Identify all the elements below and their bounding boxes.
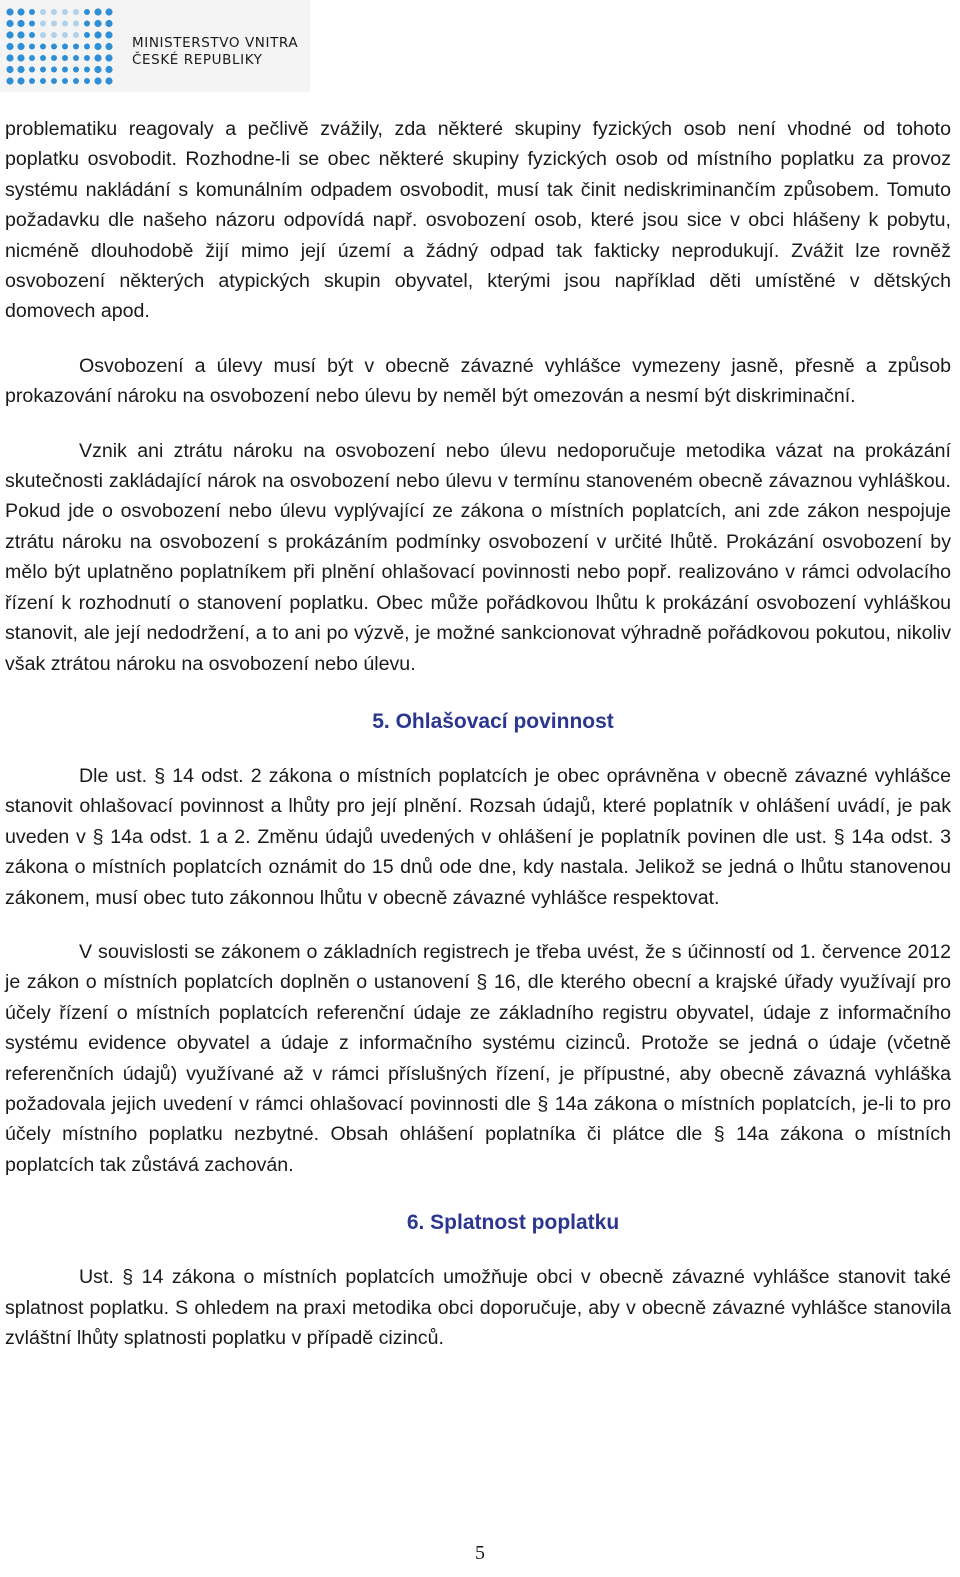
logo-dot	[94, 31, 101, 38]
logo-dot	[105, 77, 112, 84]
logo-dot	[29, 21, 35, 27]
page-header	[0, 0, 310, 92]
logo-dot	[51, 32, 57, 38]
logo-dot	[94, 20, 101, 27]
logo-dot	[29, 9, 35, 15]
logo-dot	[105, 20, 112, 27]
logo-dot	[51, 67, 57, 73]
logo-dot	[6, 31, 13, 38]
logo-dot	[73, 67, 79, 73]
logo-dot	[17, 54, 24, 61]
logo-dot	[40, 21, 46, 27]
dot-grid-logo-icon	[4, 6, 116, 90]
logo-dot	[84, 9, 90, 15]
document-body	[5, 114, 951, 1353]
logo-dot	[94, 54, 101, 61]
logo-dot	[40, 44, 46, 50]
logo-dot	[94, 77, 101, 84]
logo-dot	[84, 78, 90, 84]
logo-dot	[40, 78, 46, 84]
logo-line-1: MINISTERSTVO VNITRA	[132, 35, 299, 51]
paragraph-exemptions-continuation: problematiku reagovaly a pečlivě zvážily, zda některé skupiny fyzických osob není vhodné od tohoto poplatku osvobodit. Rozhodne-li se obec některé skupiny fyzických osob od místního poplatku za provoz systému nakládání s komunálním odpadem osvobodit, musí tak činit nediskriminančím způsobem. Tomuto požadavku dle našeho názoru odpovídá např. osvobození osob, které jsou sice v obci hlášeny k pobytu, nicméně dlouhodobě žijí mimo její území a žádný odpad tak fakticky neprodukují. Zvážit lze rovněž osvobození některých atypických skupin obyvatel, kterými jsou například děti umístěné v dětských domovech apod.	[5, 118, 951, 323]
logo-dot	[51, 9, 57, 15]
logo-dot	[73, 32, 79, 38]
logo-dot	[62, 9, 68, 15]
section-heading-fee-due-date: 6. Splatnost poplatku	[406, 1211, 620, 1235]
logo-dot	[51, 21, 57, 27]
logo-dot	[17, 8, 24, 15]
logo-dot	[73, 21, 79, 27]
logo-line-2: ČESKÉ REPUBLIKY	[132, 52, 263, 68]
logo-dot	[73, 44, 79, 50]
logo-dot	[94, 43, 101, 50]
logo-dot	[62, 55, 68, 61]
logo-dot	[29, 44, 35, 50]
logo-dot	[6, 77, 13, 84]
logo-dot	[84, 32, 90, 38]
logo-dot	[29, 55, 35, 61]
paragraph-exemption-proof: Vznik ani ztrátu nároku na osvobození nebo úlevu nedoporučuje metodika vázat na prokázání skutečnosti zakládající nárok na osvobození nebo úlevu v termínu stanoveném obecně závaznou vyhláškou. Pokud jde o osvobození nebo úlevu vyplývající ze zákona o místních poplatcích, ani zde zákon nespojuje ztrátu nároku na osvobození s prokázáním podmínky osvobození v určité lhůtě. Prokázání osvobození by mělo být uplatněno poplatníkem při plnění ohlašovací povinnosti nebo popř. realizováno v rámci odvolacího řízení k rozhodnutí o stanovení poplatku. Obec může pořádkovou lhůtu k prokázání osvobození vyhláškou stanovit, ale její nedodržení, a to ani po výzvě, je možné sankcionovat výhradně pořádkovou pokutou, nikoliv však ztrátou nároku na osvobození nebo úlevu.	[5, 439, 951, 675]
logo-dot	[29, 78, 35, 84]
logo-dot	[62, 32, 68, 38]
logo-dot	[94, 66, 101, 73]
logo-dot	[29, 67, 35, 73]
paragraph-fee-due-date: Ust. § 14 zákona o místních poplatcích umožňuje obci v obecně závazné vyhlášce stanovit také splatnost poplatku. S ohledem na praxi metodika obci doporučuje, aby v obecně závazné vyhlášce stanovila zvláštní lhůty splatnosti poplatku v případě cizinců.	[5, 1266, 951, 1349]
ministry-logo-text	[132, 35, 298, 69]
paragraph-base-registers: V souvislosti se zákonem o základních registrech je třeba uvést, že s účinností od 1. července 2012 je zákon o místních poplatcích doplněn o ustanovení § 16, dle kterého obecní a krajské úřady využívají pro účely řízení o místních poplatcích referenční údaje ze základního registru obyvatel, údaje z informačního systému evidence obyvatel a údaje z informačního systému cizinců. Protože se jedná o údaje (včetně referenčních údajů) využívané až v rámci příslušných řízení, je přípustné, aby obecně závazná vyhláška požadovala jejich uvedení v rámci ohlašovací povinnosti dle § 14a zákona o místních poplatcích, je-li to pro účely místního poplatku nezbytné. Obsah ohlášení poplatníka či plátce dle § 14a zákona o místních poplatcích tak zůstává zachován.	[5, 940, 951, 1176]
logo-dot	[51, 78, 57, 84]
logo-dot	[17, 20, 24, 27]
logo-dot	[6, 20, 13, 27]
logo-dot	[6, 8, 13, 15]
logo-dot	[84, 21, 90, 27]
logo-dot	[6, 66, 13, 73]
paragraph-exemptions-definition: Osvobození a úlevy musí být v obecně závazné vyhlášce vymezeny jasně, přesně a způsob prokazování nároku na osvobození nebo úlevu by neměl být omezován a nesmí být diskriminační.	[5, 354, 951, 408]
page-number: 5	[475, 1542, 485, 1564]
logo-dot	[29, 32, 35, 38]
logo-dot	[6, 54, 13, 61]
logo-dot	[51, 44, 57, 50]
logo-dot	[105, 54, 112, 61]
logo-dot	[6, 43, 13, 50]
logo-dot	[105, 8, 112, 15]
logo-dot	[105, 31, 112, 38]
section-heading-reporting-duty: 5. Ohlašovací povinnost	[372, 709, 614, 733]
logo-dot	[40, 32, 46, 38]
logo-dot	[17, 31, 24, 38]
logo-dot	[62, 44, 68, 50]
logo-dot	[17, 77, 24, 84]
logo-dot	[40, 67, 46, 73]
logo-dot	[105, 43, 112, 50]
logo-dot	[17, 66, 24, 73]
logo-dot	[40, 55, 46, 61]
logo-dot	[73, 9, 79, 15]
logo-dot	[73, 55, 79, 61]
logo-dot	[17, 43, 24, 50]
logo-dot	[84, 55, 90, 61]
logo-dot	[94, 8, 101, 15]
logo-dot	[84, 67, 90, 73]
logo-dot	[51, 55, 57, 61]
logo-dot	[105, 66, 112, 73]
logo-dot	[84, 44, 90, 50]
paragraph-reporting-duty: Dle ust. § 14 odst. 2 zákona o místních poplatcích je obec oprávněna v obecně závazné vyhlášce stanovit ohlašovací povinnost a lhůty pro její plnění. Rozsah údajů, které poplatník v ohlášení uvádí, je pak uveden v § 14a odst. 1 a 2. Změnu údajů uvedených v ohlášení je poplatník povinen dle ust. § 14a odst. 3 zákona o místních poplatcích oznámit do 15 dnů ode dne, kdy nastala. Jelikož se jedná o lhůtu stanovenou zákonem, musí obec tuto zákonnou lhůtu v obecně závazné vyhlášce respektovat.	[5, 764, 951, 909]
logo-dot	[62, 67, 68, 73]
logo-dot	[73, 78, 79, 84]
logo-dot	[40, 9, 46, 15]
logo-dot	[62, 78, 68, 84]
logo-dot	[62, 21, 68, 27]
